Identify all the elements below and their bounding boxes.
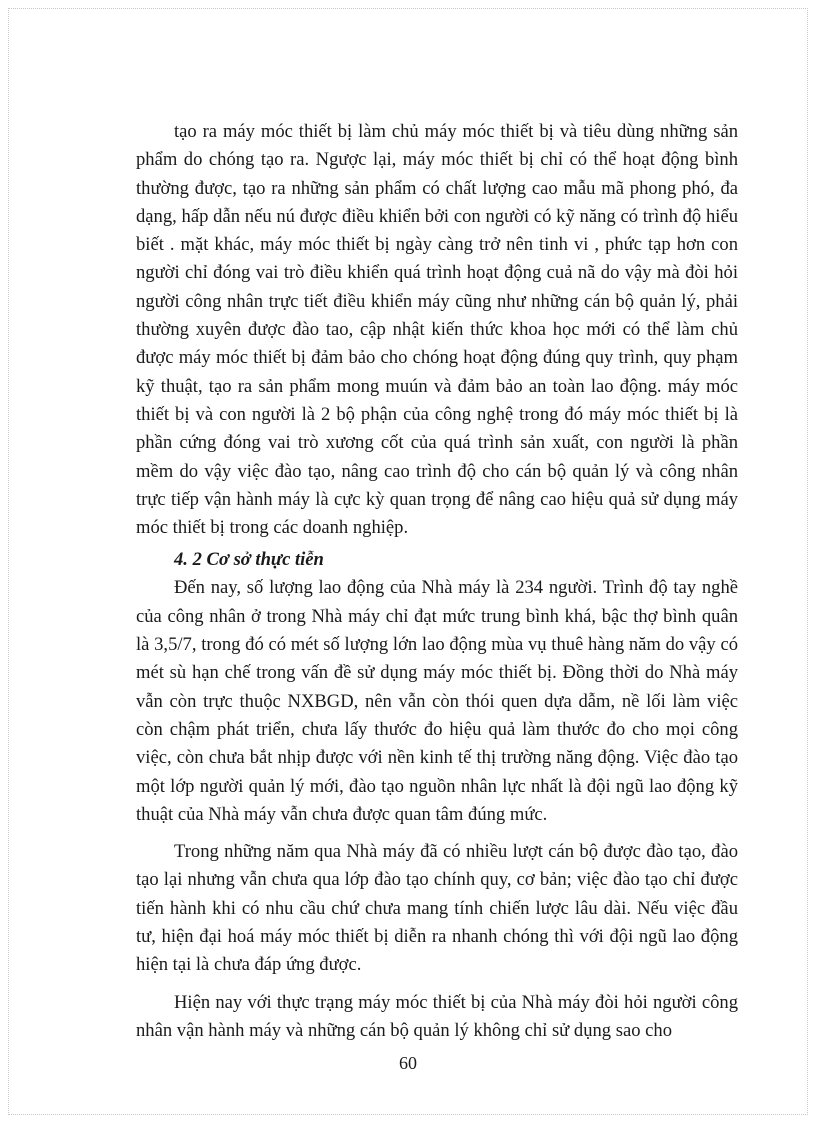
page-number: 60: [399, 1053, 417, 1073]
section-heading: 4. 2 Cơ sở thực tiễn: [174, 549, 324, 571]
paragraph-continuation: tạo ra máy móc thiết bị làm chủ máy móc thiết bị và tiêu dùng những sản phẩm do chóng tạo ra. Ngược lại, máy móc thiết bị chỉ có thể hoạt động bình thường được, tạo ra những sản phẩm có chất lượng cao mẫu mã phong phó, đa dạng, hấp dẫn nếu nú được điều khiển bởi con người có kỹ năng có trình độ hiểu biết . mặt khác, máy móc thiết bị ngày càng trở nên tinh vi , phức tạp hơn con người chỉ đóng vai trò điều khiển quá trình hoạt động cuả nã do vậy mà đòi hỏi người công nhân trực tiết điều khiển máy cũng như những cán bộ quản lý, phải thường xuyên được đào tao, cập nhật kiến thức khoa học mới có thể làm chủ được máy móc thiết bị đảm bảo cho chóng hoạt động đúng quy trình, quy phạm kỹ thuật, tạo ra sản phẩm mong muún và đảm bảo an toàn lao động. máy móc thiết bị và con người là 2 bộ phận của công nghệ trong đó máy móc thiết bị là phần cứng đóng vai trò xương cốt của quá trình sản xuất, con người là phần mềm do vậy việc đào tạo, nâng cao trình độ cho cán bộ quản lý và công nhân trực tiếp vận hành máy là cực kỳ quan trọng để nâng cao hiệu quả sử dụng máy móc thiết bị trong các doanh nghiệp.: [136, 121, 738, 539]
page-body: [136, 118, 738, 1045]
paragraph-current-state: Hiện nay với thực trạng máy móc thiết bị của Nhà máy đòi hỏi người công nhân vận hành máy và những cán bộ quản lý không chỉ sử dụng sao cho: [136, 991, 738, 1041]
paragraph-workforce: Đến nay, số lượng lao động của Nhà máy là 234 người. Trình độ tay nghề của công nhân ở trong Nhà máy chỉ đạt mức trung bình khá, bậc thợ bình quân là 3,5/7, trong đó có mét số lượng lớn lao động mùa vụ thuê hàng năm do vậy có mét sù hạn chế trong vấn đề sử dụng máy móc thiết bị. Đồng thời do Nhà máy vẫn còn trực thuộc NXBGD, nên vẫn còn thói quen dựa dẫm, nề lối làm việc còn chậm phát triển, chưa lấy thước đo hiệu quả làm thước đo cho mọi công việc, còn chưa bắt nhịp được với nền kinh tế thị trường năng động. Việc đào tạo một lớp người quản lý mới, đào tạo nguồn nhân lực nhất là đội ngũ lao động kỹ thuật của Nhà máy vẫn chưa được quan tâm đúng mức.: [136, 577, 738, 825]
paragraph-training: Trong những năm qua Nhà máy đã có nhiều lượt cán bộ được đào tạo, đào tạo lại nhưng vẫn chưa qua lớp đào tạo chính quy, cơ bản; việc đào tạo chỉ được tiến hành khi có nhu cầu chứ chưa mang tính chiến lược lâu dài. Nếu việc đầu tư, hiện đại hoá máy móc thiết bị diễn ra nhanh chóng thì với đội ngũ lao động hiện tại là chưa đáp ứng được.: [136, 841, 738, 976]
